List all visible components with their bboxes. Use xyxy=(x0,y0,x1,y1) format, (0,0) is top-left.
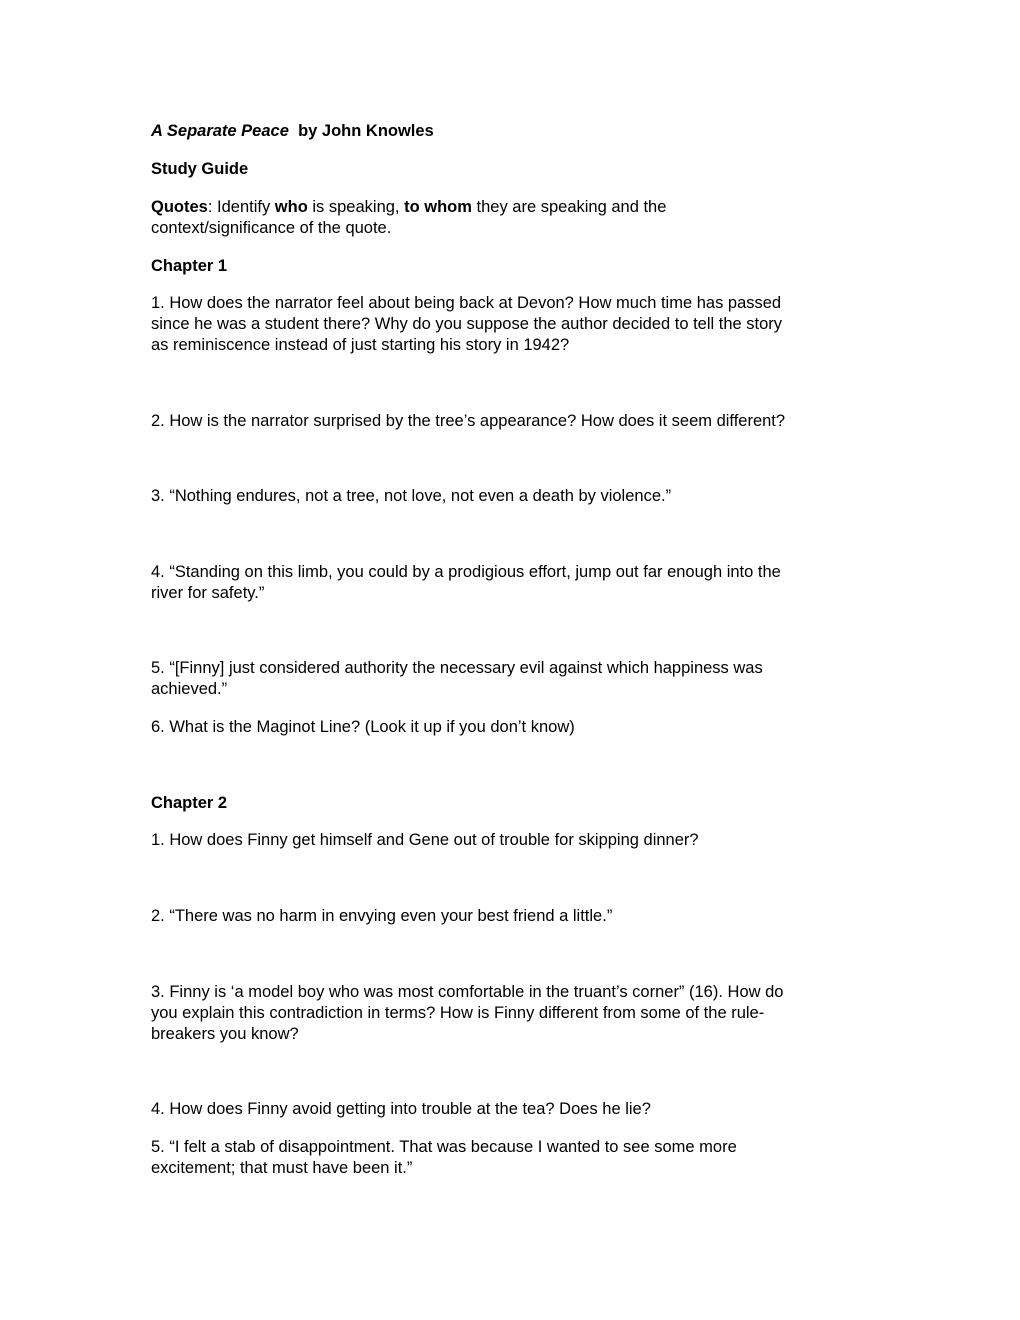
study-guide-subtitle: Study Guide xyxy=(151,160,249,178)
question-line: 1. How does Finny get himself and Gene out of trouble for skipping dinner? xyxy=(151,831,699,849)
question-line: 2. How is the narrator surprised by the tree’s appearance? How does it seem different? xyxy=(151,412,786,430)
question-line: you explain this contradiction in terms? How is Finny different from some of the rule- xyxy=(151,1004,765,1022)
chapter-heading: Chapter 1 xyxy=(151,257,228,275)
instructions-line-2: context/significance of the quote. xyxy=(151,219,392,237)
question-item xyxy=(151,411,871,432)
question-item xyxy=(151,830,871,851)
question-item xyxy=(151,658,871,700)
question-line: 3. “Nothing endures, not a tree, not love, not even a death by violence.” xyxy=(151,487,672,505)
instructions-line-1 xyxy=(151,197,871,218)
question-line: 1. How does the narrator feel about being back at Devon? How much time has passed xyxy=(151,294,782,312)
instructions-label: Quotes xyxy=(151,198,208,216)
to-whom-emphasis: to whom xyxy=(404,198,472,216)
question-item xyxy=(151,1137,871,1179)
instructions-text: is speaking, xyxy=(307,198,405,216)
question-line: 2. “There was no harm in envying even your best friend a little.” xyxy=(151,907,613,925)
question-line: 5. “[Finny] just considered authority the necessary evil against which happiness was xyxy=(151,659,763,677)
question-line: excitement; that must have been it.” xyxy=(151,1159,413,1177)
question-line: as reminiscence instead of just starting his story in 1942? xyxy=(151,336,570,354)
question-line: breakers you know? xyxy=(151,1025,299,1043)
question-line: 6. What is the Maginot Line? (Look it up if you don’t know) xyxy=(151,718,575,736)
question-line: 4. “Standing on this limb, you could by a prodigious effort, jump out far enough into the xyxy=(151,563,781,581)
question-line: 4. How does Finny avoid getting into trouble at the tea? Does he lie? xyxy=(151,1100,651,1118)
document-title xyxy=(151,121,871,142)
chapter-heading: Chapter 2 xyxy=(151,794,228,812)
question-item xyxy=(151,293,871,356)
question-line: achieved.” xyxy=(151,680,228,698)
book-title: A Separate Peace xyxy=(151,122,289,140)
instructions xyxy=(151,197,871,239)
question-item xyxy=(151,906,871,927)
question-item xyxy=(151,486,871,507)
who-emphasis: who xyxy=(274,198,308,216)
question-line: river for safety.” xyxy=(151,584,265,602)
question-item xyxy=(151,982,871,1045)
question-line: since he was a student there? Why do you suppose the author decided to tell the story xyxy=(151,315,783,333)
instructions-text: : Identify xyxy=(207,198,275,216)
question-item xyxy=(151,717,871,738)
question-line: 3. Finny is ‘a model boy who was most comfortable in the truant’s corner” (16). How do xyxy=(151,983,784,1001)
question-item xyxy=(151,1099,871,1120)
question-item xyxy=(151,562,871,604)
author-name: by John Knowles xyxy=(298,122,434,140)
instructions-text: they are speaking and the xyxy=(471,198,667,216)
question-line: 5. “I felt a stab of disappointment. That was because I wanted to see some more xyxy=(151,1138,737,1156)
